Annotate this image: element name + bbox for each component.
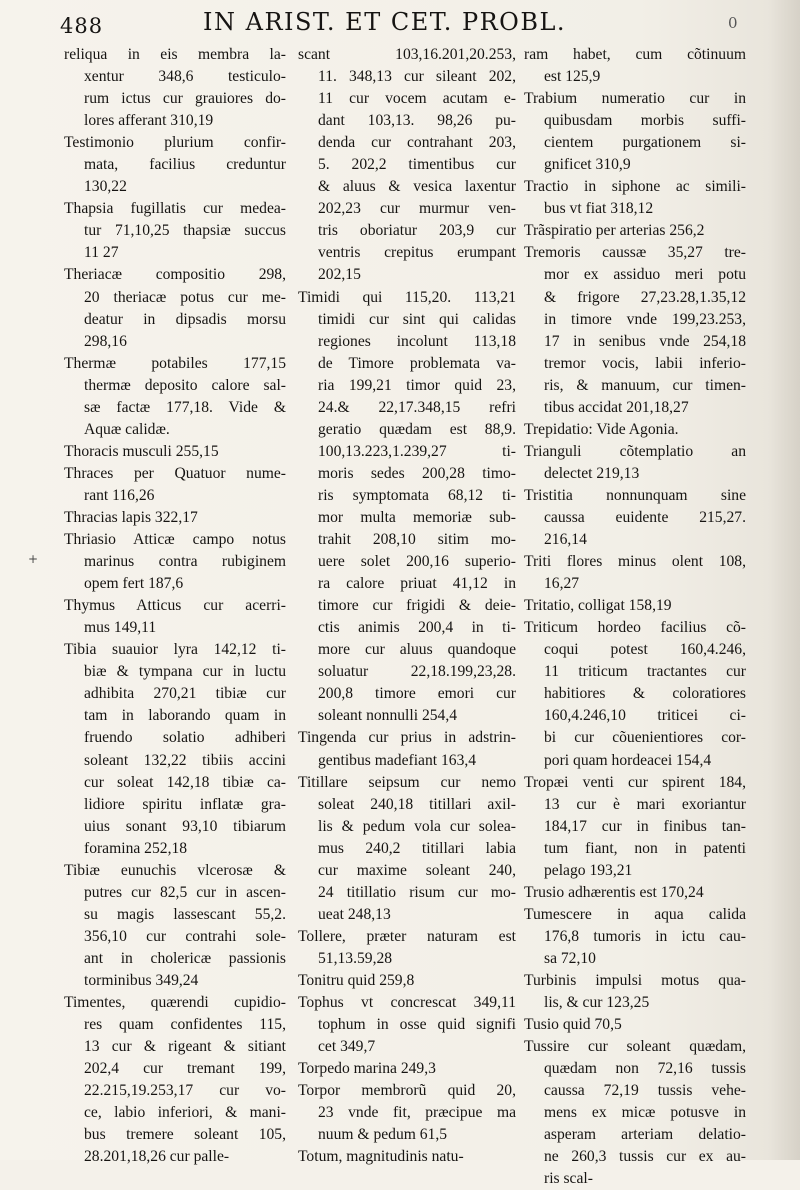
index-entry — [524, 220, 746, 242]
index-line: caussa euidente 215,27. — [544, 508, 746, 526]
index-line: 11 triticum tractantes cur — [544, 663, 746, 681]
corner-ornament: 0 — [728, 14, 739, 32]
index-line: soleat 240,18 titillari axil- — [318, 795, 516, 813]
index-entry — [524, 617, 746, 771]
index-line: reliqua in eis membra la- — [64, 46, 286, 63]
index-line: 160,4.246,10 triticei ci- — [544, 707, 746, 725]
index-line: xentur 348,6 testiculo- — [84, 68, 286, 86]
index-entry — [64, 507, 286, 529]
index-line: Torpor membrorũ quid 20, — [298, 1082, 516, 1100]
index-line: ventris crepitus erumpant — [318, 244, 516, 262]
index-line: Trabium numeratio cur in — [524, 90, 746, 108]
index-line: soleant nonnulli 254,4 — [318, 707, 458, 725]
index-line: mor multa memoriæ sub- — [318, 508, 516, 526]
index-line: 202,23 cur murmur ven- — [318, 200, 516, 218]
index-entry — [64, 44, 286, 132]
index-line: Trepidatio: Vide Agonia. — [524, 420, 679, 438]
index-entry — [64, 463, 286, 507]
index-entry — [524, 419, 746, 441]
index-line: 130,22 — [84, 178, 127, 196]
margin-mark: + — [28, 552, 39, 566]
running-title: IN ARIST. ET CET. PROBL. — [203, 8, 567, 36]
index-line: more cur aluus quandoque — [318, 641, 516, 659]
index-entry — [64, 595, 286, 639]
index-line: ce, labio inferiori, & mani- — [84, 1104, 286, 1122]
index-line: ueat 248,13 — [318, 905, 391, 923]
index-line: mus 149,11 — [84, 619, 157, 637]
index-line: soleant 132,22 tibiis accini — [84, 751, 286, 769]
index-entry — [64, 264, 286, 352]
index-line: quibusdam morbis suffi- — [544, 112, 746, 130]
index-line: ria 199,21 timor quid 23, — [318, 376, 516, 394]
index-entry — [298, 727, 516, 771]
index-line: Tumescere in aqua calida — [524, 905, 746, 923]
index-line: ant in cholericæ passionis — [84, 949, 286, 967]
index-line: tum fiant, non in patenti — [544, 839, 746, 857]
index-line: in timore vnde 199,23.253, — [544, 310, 746, 328]
index-line: mens ex micæ potusve in — [544, 1104, 746, 1122]
index-line: Theriacæ compositio 298, — [64, 266, 286, 284]
index-line: ris scal- — [544, 1170, 593, 1188]
index-line: geratio quædam est 88,9. — [318, 420, 516, 438]
index-line: gnificet 310,9 — [544, 156, 631, 174]
index-line: cientem purgationem si- — [544, 134, 746, 152]
index-entry — [64, 992, 286, 1168]
index-line: cur soleat 142,18 tibiæ ca- — [84, 773, 286, 791]
index-line: lores afferant 310,19 — [84, 112, 214, 130]
index-line: 28.201,18,26 cur palle- — [84, 1148, 230, 1166]
index-line: 216,14 — [544, 531, 587, 549]
page-number: 488 — [60, 14, 104, 38]
index-line: mus 240,2 titillari labia — [318, 839, 516, 857]
index-line: biæ & tympana cur in luctu — [84, 663, 286, 681]
index-line: bus tremere soleant 105, — [84, 1126, 286, 1144]
index-entry — [524, 882, 746, 904]
index-entry — [298, 992, 516, 1058]
index-line: Torpedo marina 249,3 — [298, 1060, 436, 1078]
index-line: thermæ deposito calore sal- — [84, 376, 286, 394]
index-line: lidiore spiritu inflatæ gra- — [84, 795, 286, 813]
index-line: Trusio adhærentis est 170,24 — [524, 883, 704, 901]
index-line: 11 27 — [84, 244, 119, 262]
running-header — [60, 6, 760, 42]
index-line: Tibiæ eunuchis vlcerosæ & — [64, 861, 286, 879]
index-line: 5. 202,2 timentibus cur — [318, 156, 516, 174]
index-entry — [524, 441, 746, 485]
index-line: regiones incolunt 113,18 — [318, 332, 516, 350]
index-line: deatur in dipsadis morsu — [84, 310, 286, 328]
index-line: cet 349,7 — [318, 1038, 376, 1056]
index-line: Tingenda cur prius in adstrin- — [298, 729, 516, 747]
index-line: habitiores & coloratiores — [544, 685, 746, 703]
index-line: tibus accidat 201,18,27 — [544, 398, 689, 416]
index-line: 200,8 timore emori cur — [318, 685, 516, 703]
index-line: tophum in osse quid signifi — [318, 1016, 516, 1034]
index-line: Triticum hordeo facilius cõ- — [524, 619, 746, 637]
index-line: & frigore 27,23.28,1.35,12 — [544, 288, 746, 306]
index-line: marinus contra rubiginem — [84, 553, 286, 571]
index-line: 24 titillatio risum cur mo- — [318, 883, 516, 901]
index-line: denda cur contrahant 203, — [318, 134, 516, 152]
index-entry — [524, 904, 746, 970]
index-line: pori quam hordeacei 154,4 — [544, 751, 712, 769]
index-line: lis & pedum vola cur solea- — [318, 817, 516, 835]
index-line: de Timore problemata va- — [318, 354, 516, 372]
index-entry — [524, 1036, 746, 1190]
index-line: mata, facilius creduntur — [84, 156, 286, 174]
index-line: 356,10 cur contrahi sole- — [84, 927, 286, 945]
index-line: cur maxime soleant 240, — [318, 861, 516, 879]
index-line: 11 cur vocem acutam e- — [318, 90, 516, 108]
index-entry — [524, 176, 746, 220]
index-line: Thracias lapis 322,17 — [64, 508, 198, 526]
index-line: lis, & cur 123,25 — [544, 994, 650, 1012]
index-line: trahit 208,10 sitim mo- — [318, 531, 516, 549]
index-entry — [64, 860, 286, 992]
index-entry — [524, 551, 746, 595]
index-line: rant 116,26 — [84, 486, 155, 504]
index-line: ris, & manuum, cur timen- — [544, 376, 746, 394]
index-line: pelago 193,21 — [544, 861, 633, 879]
index-line: Aquæ calidæ. — [84, 420, 170, 438]
index-line: 13 cur è mari exoriantur — [544, 795, 746, 813]
index-line: Tusio quid 70,5 — [524, 1016, 622, 1034]
index-entry — [524, 772, 746, 882]
index-line: Thoracis musculi 255,15 — [64, 442, 219, 460]
index-line: & aluus & vesica laxentur — [318, 178, 516, 196]
index-line: res quam confidentes 115, — [84, 1016, 286, 1034]
index-line: Trãspiratio per arterias 256,2 — [524, 222, 705, 240]
index-entry — [524, 595, 746, 617]
index-line: Timentes, quærendi cupidio- — [64, 994, 286, 1012]
index-line: 202,15 — [318, 266, 361, 284]
index-line: Thymus Atticus cur acerri- — [64, 597, 286, 615]
index-line: foramina 252,18 — [84, 839, 188, 857]
index-line: Thraces per Quatuor nume- — [64, 464, 286, 482]
index-line: Turbinis impulsi motus qua- — [524, 971, 746, 989]
index-entry — [524, 44, 746, 88]
index-line: Tristitia nonnunquam sine — [524, 486, 746, 504]
index-line: sa 72,10 — [544, 949, 596, 967]
index-line: timore cur frigidi & deie- — [318, 597, 516, 615]
index-line: Tibia suauior lyra 142,12 ti- — [64, 641, 286, 659]
index-line: 184,17 cur in finibus tan- — [544, 817, 746, 835]
index-line: 24.& 22,17.348,15 refri — [318, 398, 516, 416]
index-line: asperam arteriam delatio- — [544, 1126, 746, 1144]
index-line: uere solet 200,16 superio- — [318, 553, 516, 571]
index-entry — [524, 242, 746, 418]
index-column-middle — [298, 44, 516, 1168]
index-entry — [524, 970, 746, 1014]
index-line: sæ factæ 177,18. Vide & — [84, 398, 286, 416]
index-entry — [298, 926, 516, 970]
index-entry — [64, 529, 286, 595]
index-entry — [298, 44, 516, 287]
index-line: rum ictus cur grauiores do- — [84, 90, 286, 108]
index-line: Totum, magnitudinis natu- — [298, 1148, 464, 1166]
index-line: nuum & pedum 61,5 — [318, 1126, 448, 1144]
index-line: ne 260,3 tussis cur ex au- — [544, 1148, 746, 1166]
index-line: Timidi qui 115,20. 113,21 — [298, 288, 516, 306]
index-line: Tussire cur soleant quædam, — [524, 1038, 746, 1056]
index-entry — [64, 198, 286, 264]
index-line: 202,4 cur tremant 199, — [84, 1060, 286, 1078]
index-line: Tonitru quid 259,8 — [298, 971, 415, 989]
index-line: 22.215,19.253,17 cur vo- — [84, 1082, 286, 1100]
index-line: 11. 348,13 cur sileant 202, — [318, 68, 516, 86]
index-line: 17 in senibus vnde 254,18 — [544, 332, 746, 350]
index-entry — [298, 970, 516, 992]
index-entry — [298, 1146, 516, 1168]
index-column-right — [524, 44, 746, 1190]
index-line: dant 103,13. 98,26 pu- — [318, 112, 516, 130]
index-line: ra calore priuat 41,12 in — [318, 575, 516, 593]
index-line: Thriasio Atticæ campo notus — [64, 531, 286, 549]
index-line: 298,16 — [84, 332, 127, 350]
index-line: caussa 72,19 tussis vehe- — [544, 1082, 746, 1100]
index-line: su magis lassescant 55,2. — [84, 905, 286, 923]
index-line: bus vt fiat 318,12 — [544, 200, 654, 218]
index-line: uius sonant 93,10 tibiarum — [84, 817, 286, 835]
index-line: mor ex assiduo meri potu — [544, 266, 746, 284]
index-line: Tritatio, colligat 158,19 — [524, 597, 672, 615]
index-line: torminibus 349,24 — [84, 971, 199, 989]
index-line: tam in laborando quam in — [84, 707, 286, 725]
index-entry — [298, 772, 516, 926]
index-line: 100,13.223,1.239,27 ti- — [318, 442, 516, 460]
index-line: tur 71,10,25 thapsiæ succus — [84, 222, 286, 240]
index-line: gentibus madefiant 163,4 — [318, 751, 477, 769]
index-entry — [524, 1014, 746, 1036]
index-entry — [524, 88, 746, 176]
index-line: Tollere, præter naturam est — [298, 927, 516, 945]
index-entry — [524, 485, 746, 551]
index-line: timidi cur sint qui calidas — [318, 310, 516, 328]
index-line: 23 vnde fit, præcipue ma — [318, 1104, 516, 1122]
index-column-left — [64, 44, 286, 1168]
index-line: Triti flores minus olent 108, — [524, 553, 746, 571]
index-line: delectet 219,13 — [544, 464, 640, 482]
index-line: Tremoris caussæ 35,27 tre- — [524, 244, 746, 262]
index-entry — [298, 1058, 516, 1080]
index-line: Titillare seipsum cur nemo — [298, 773, 516, 791]
index-line: ram habet, cum cõtinuum — [524, 46, 746, 63]
index-entry — [64, 639, 286, 859]
index-line: Trianguli cõtemplatio an — [524, 442, 746, 460]
index-entry — [298, 1080, 516, 1146]
index-line: Tractio in siphone ac simili- — [524, 178, 746, 196]
index-line: tremor vocis, labii inferio- — [544, 354, 746, 372]
index-line: Thapsia fugillatis cur medea- — [64, 200, 286, 218]
index-line: moris sedes 200,28 timo- — [318, 464, 516, 482]
index-line: bi cur cõuenientiores cor- — [544, 729, 746, 747]
index-line: soluatur 22,18.199,23,28. — [318, 663, 516, 681]
index-line: 16,27 — [544, 575, 580, 593]
index-line: adhibita 270,21 tibiæ cur — [84, 685, 286, 703]
index-line: scant 103,16.201,20.253, — [298, 46, 516, 63]
index-line: 176,8 tumoris in ictu cau- — [544, 927, 746, 945]
index-line: Thermæ potabiles 177,15 — [64, 354, 286, 372]
index-line: Tophus vt concrescat 349,11 — [298, 994, 516, 1012]
index-entry — [64, 441, 286, 463]
index-line: est 125,9 — [544, 68, 601, 86]
index-line: opem fert 187,6 — [84, 575, 184, 593]
index-line: quædam non 72,16 tussis — [544, 1060, 746, 1078]
index-line: 13 cur & rigeant & sitiant — [84, 1038, 286, 1056]
index-line: 51,13.59,28 — [318, 949, 393, 967]
index-line: ctis animis 200,4 in ti- — [318, 619, 516, 637]
index-line: Tropæi venti cur spirent 184, — [524, 773, 746, 791]
index-entry — [64, 353, 286, 441]
index-line: tris oboriatur 203,9 cur — [318, 222, 516, 240]
index-line: coqui potest 160,4.246, — [544, 641, 746, 659]
index-line: fruendo solatio adhiberi — [84, 729, 286, 747]
index-line: putres cur 82,5 cur in ascen- — [84, 883, 286, 901]
index-line: ris symptomata 68,12 ti- — [318, 486, 516, 504]
index-entry — [64, 132, 286, 198]
index-entry — [298, 287, 516, 728]
index-line: 20 theriacæ potus cur me- — [84, 288, 286, 306]
index-line: Testimonio plurium confir- — [64, 134, 286, 152]
